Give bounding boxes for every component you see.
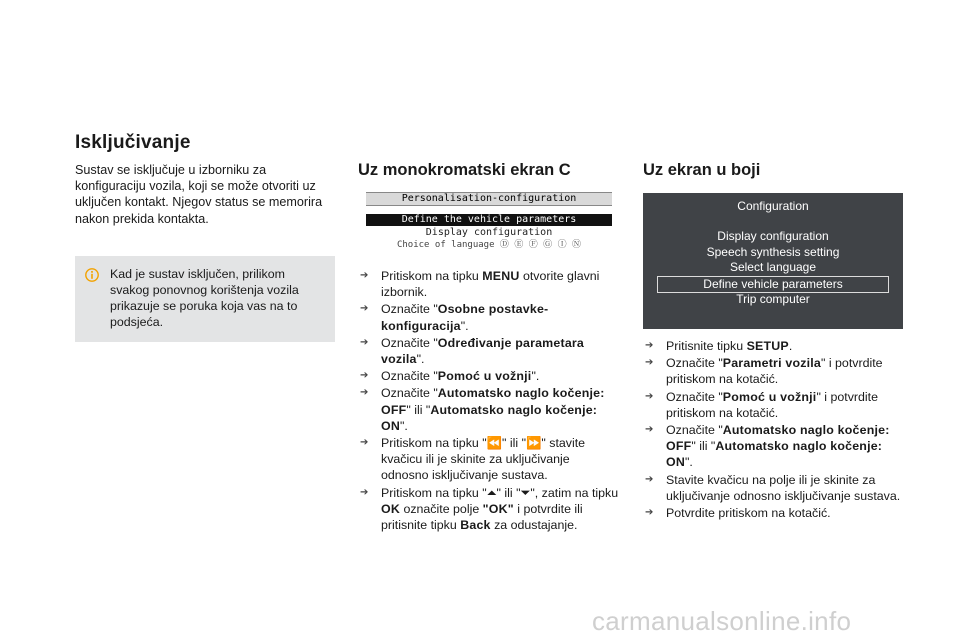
- bullet-arrow-icon: ➔: [645, 390, 654, 402]
- section-title-color-screen: Uz ekran u boji: [643, 161, 761, 179]
- bullet-arrow-icon: ➔: [645, 340, 654, 351]
- bullet-arrow-icon: ➔: [360, 437, 369, 449]
- step-item: ➔ Stavite kvačicu na polje ili je skinite za uključivanje odnosno isključivanje sustava.: [645, 472, 901, 503]
- bullet-arrow-icon: ➔: [645, 473, 654, 485]
- bullet-arrow-icon: ➔: [360, 303, 369, 315]
- intro-paragraph: Sustav se isključuje u izborniku za konfiguraciju vozila, koji se može otvoriti uz uključen kontakt. Njegov status se memorira nakon prekida kontakta.: [75, 163, 323, 226]
- step-item: ➔ Potvrdite pritiskom na kotačić.: [645, 506, 831, 521]
- section-title-disable: Isključivanje: [75, 132, 191, 153]
- color-screen-item: Select language: [729, 260, 817, 274]
- bullet-arrow-icon: ➔: [360, 270, 369, 281]
- step-item: ➔ Pritiskom na tipku "⏶" ili "⏷", zatim na tipku OK označite polje "OK" i potvrdite ili pritisnite tipku Back za odustajanje.: [360, 485, 619, 533]
- bullet-arrow-icon: ➔: [360, 486, 369, 498]
- step-item: ➔ Pritiskom na tipku MENU otvorite glavni izbornik.: [360, 269, 600, 300]
- mono-screen-item: Display configuration: [425, 227, 553, 238]
- color-screen-selected-item: Define vehicle parameters: [703, 277, 843, 291]
- mono-screen-selected-item: Define the vehicle parameters: [366, 214, 612, 226]
- step-item: ➔ Označite "Parametri vozila" i potvrdite pritiskom na kotačić.: [645, 356, 883, 387]
- mono-screen-illustration: [366, 192, 612, 252]
- step-item: ➔ Označite "Automatsko naglo kočenje: OFF" ili "Automatsko naglo kočenje: ON".: [645, 423, 890, 470]
- info-icon: [85, 268, 99, 282]
- step-item: ➔ Označite "Pomoć u vožnji".: [360, 369, 540, 384]
- bullet-arrow-icon: ➔: [360, 370, 369, 382]
- bullet-arrow-icon: ➔: [645, 424, 654, 436]
- bullet-arrow-icon: ➔: [360, 336, 369, 348]
- section-title-mono-screen: Uz monokromatski ekran C: [358, 161, 571, 179]
- color-screen-item: Speech synthesis setting: [706, 245, 840, 259]
- color-screen-item: Trip computer: [736, 292, 810, 306]
- bullet-arrow-icon: ➔: [645, 507, 654, 519]
- mono-steps-list: [358, 268, 620, 534]
- step-item: ➔ Označite "Određivanje parametara vozila".: [360, 335, 585, 367]
- mono-screen-title: Personalisation-configuration: [366, 192, 612, 206]
- mono-screen-language-row: Choice of language Ⓓ Ⓔ Ⓕ Ⓖ Ⓘ Ⓝ: [396, 240, 582, 250]
- step-item: ➔ Pritisnite tipku SETUP.: [645, 339, 793, 353]
- step-item: ➔ Označite "Pomoć u vožnji" i potvrdite pritiskom na kotačić.: [645, 389, 878, 420]
- step-item: ➔ Označite "Osobne postavke-konfiguracija".: [360, 302, 549, 333]
- info-note-box: [75, 256, 335, 342]
- step-item: ➔ Označite "Automatsko naglo kočenje: OFF" ili "Automatsko naglo kočenje: ON".: [360, 386, 605, 433]
- color-screen-illustration: [643, 193, 903, 329]
- step-item: ➔ Pritiskom na tipku "⏪" ili "⏩" stavite kvačicu ili je skinite za uključivanje odnosno isključivanje sustava.: [360, 436, 586, 483]
- watermark-text: carmanualsonline.info: [592, 606, 852, 636]
- color-steps-list: [643, 338, 908, 522]
- color-screen-title: Configuration: [737, 199, 809, 213]
- info-note-text: Kad je sustav isključen, prilikom svakog ponovnog korištenja vozila prikazuje se poruka koja vas na to podsjeća.: [110, 267, 299, 329]
- color-screen-item: Display configuration: [717, 229, 829, 243]
- bullet-arrow-icon: ➔: [360, 387, 369, 399]
- bullet-arrow-icon: ➔: [645, 357, 654, 369]
